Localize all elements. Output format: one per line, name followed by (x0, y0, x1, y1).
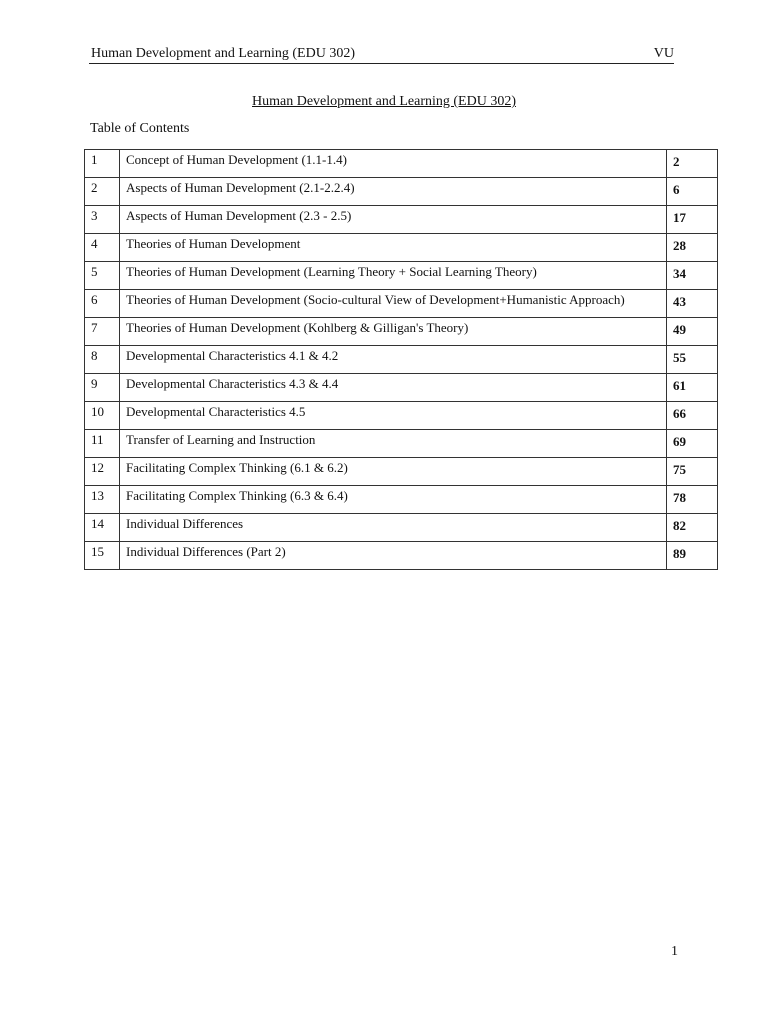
toc-row (85, 206, 718, 234)
toc-row-number: 1 (85, 150, 120, 178)
toc-row-number: 5 (85, 262, 120, 290)
toc-row (85, 458, 718, 486)
toc-row-page: 82 (667, 514, 718, 542)
toc-row-page: 6 (667, 178, 718, 206)
toc-row-number: 3 (85, 206, 120, 234)
toc-row-number: 7 (85, 318, 120, 346)
toc-row-title: Theories of Human Development (Learning Theory + Social Learning Theory) (120, 262, 667, 290)
toc-row (85, 290, 718, 318)
toc-row (85, 178, 718, 206)
toc-row-title: Transfer of Learning and Instruction (120, 430, 667, 458)
toc-row-page: 2 (667, 150, 718, 178)
toc-row-number: 14 (85, 514, 120, 542)
toc-row-page: 34 (667, 262, 718, 290)
toc-row-page: 43 (667, 290, 718, 318)
toc-row-page: 17 (667, 206, 718, 234)
toc-row (85, 486, 718, 514)
toc-row-page: 55 (667, 346, 718, 374)
toc-row-title: Developmental Characteristics 4.3 & 4.4 (120, 374, 667, 402)
toc-row-page: 28 (667, 234, 718, 262)
toc-row-number: 11 (85, 430, 120, 458)
toc-row (85, 262, 718, 290)
toc-row-title: Theories of Human Development (120, 234, 667, 262)
toc-row (85, 150, 718, 178)
toc-body (85, 150, 718, 570)
toc-row-page: 66 (667, 402, 718, 430)
toc-row-title: Individual Differences (120, 514, 667, 542)
header-university: VU (653, 46, 674, 61)
toc-row-number: 6 (85, 290, 120, 318)
toc-row (85, 542, 718, 570)
toc-row-title: Facilitating Complex Thinking (6.3 & 6.4) (120, 486, 667, 514)
page-number: 1 (671, 944, 678, 959)
toc-table (84, 149, 718, 570)
toc-row-title: Theories of Human Development (Socio-cultural View of Development+Humanistic Approach) (120, 290, 667, 318)
toc-row-page: 89 (667, 542, 718, 570)
toc-row-page: 49 (667, 318, 718, 346)
toc-row-title: Concept of Human Development (1.1-1.4) (120, 150, 667, 178)
toc-row-title: Aspects of Human Development (2.1-2.2.4) (120, 178, 667, 206)
toc-row-title: Aspects of Human Development (2.3 - 2.5) (120, 206, 667, 234)
toc-row-number: 9 (85, 374, 120, 402)
document-title: Human Development and Learning (EDU 302) (252, 94, 516, 109)
toc-row (85, 346, 718, 374)
toc-row-title: Theories of Human Development (Kohlberg & Gilligan's Theory) (120, 318, 667, 346)
toc-row (85, 374, 718, 402)
header-course-title: Human Development and Learning (EDU 302) (91, 46, 355, 61)
toc-row (85, 318, 718, 346)
toc-row-number: 15 (85, 542, 120, 570)
toc-row-title: Facilitating Complex Thinking (6.1 & 6.2) (120, 458, 667, 486)
toc-row-page: 61 (667, 374, 718, 402)
toc-row (85, 234, 718, 262)
toc-row-number: 13 (85, 486, 120, 514)
toc-row-title: Individual Differences (Part 2) (120, 542, 667, 570)
toc-row-title: Developmental Characteristics 4.5 (120, 402, 667, 430)
toc-row-number: 2 (85, 178, 120, 206)
toc-row (85, 402, 718, 430)
toc-row-page: 78 (667, 486, 718, 514)
toc-row (85, 514, 718, 542)
toc-row-number: 12 (85, 458, 120, 486)
toc-row-page: 75 (667, 458, 718, 486)
page-header (89, 44, 674, 64)
toc-row-number: 10 (85, 402, 120, 430)
toc-row-page: 69 (667, 430, 718, 458)
toc-heading: Table of Contents (90, 121, 190, 136)
toc-row-number: 8 (85, 346, 120, 374)
toc-row (85, 430, 718, 458)
toc-row-number: 4 (85, 234, 120, 262)
toc-row-title: Developmental Characteristics 4.1 & 4.2 (120, 346, 667, 374)
